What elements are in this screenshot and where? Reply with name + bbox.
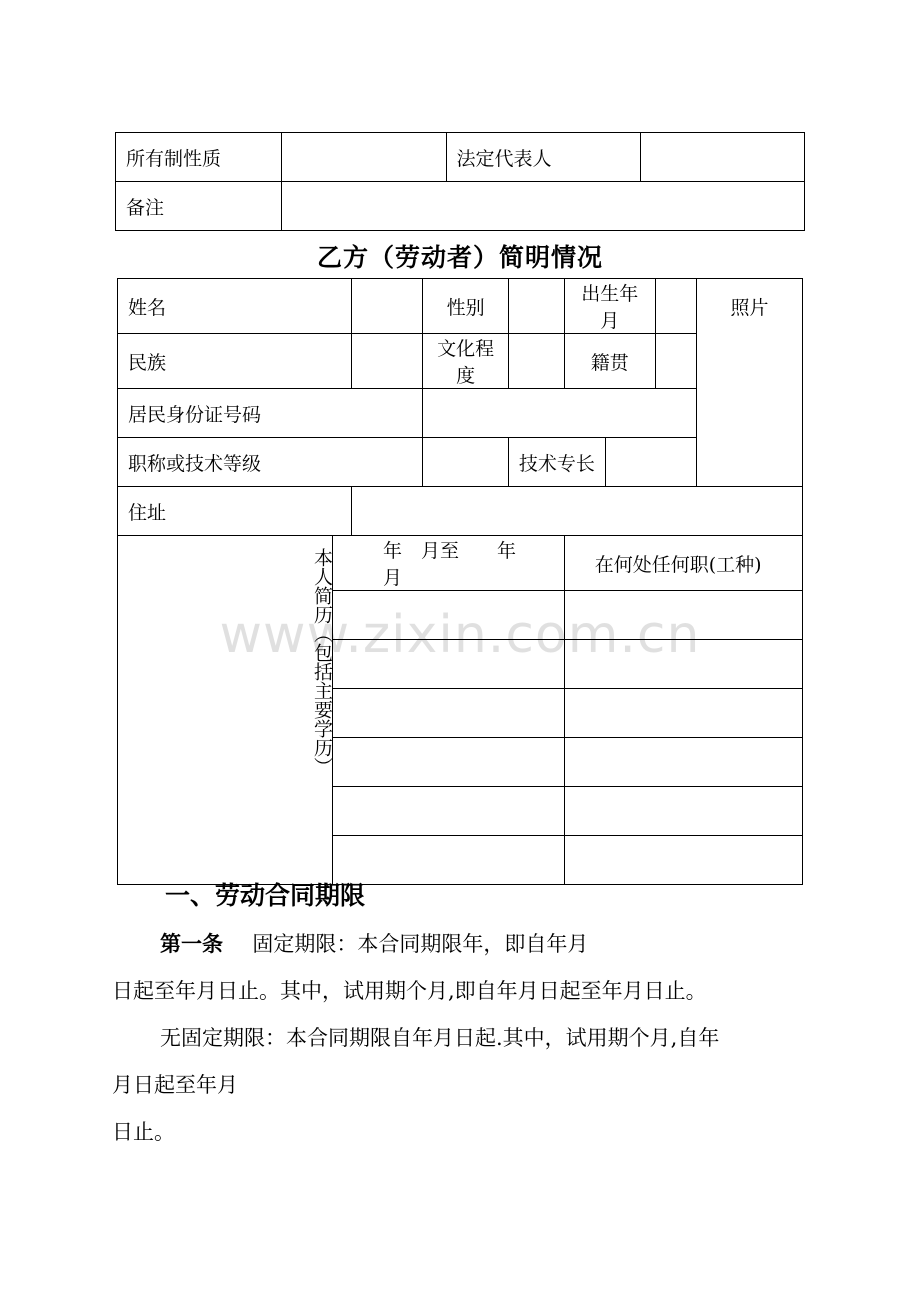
specialty-label: 技术专长 [508,438,606,487]
employer-info-table [115,132,805,231]
address-label: 住址 [118,487,352,536]
clause-line-1 [160,928,588,958]
id-label: 居民身份证号码 [118,389,423,438]
id-value-cell[interactable] [423,389,697,438]
section-heading: 一、劳动合同期限 [165,881,366,910]
birth-value-cell[interactable] [655,279,696,334]
gender-label: 性别 [423,279,508,334]
photo-label: 照片 [730,297,769,319]
education-value-cell[interactable] [508,334,564,389]
table-row [116,182,805,231]
table-row [118,487,803,536]
legal-rep-label: 法定代表人 [446,133,641,182]
title-label: 职称或技术等级 [118,438,423,487]
resume-period-cell[interactable] [333,738,565,787]
resume-position-cell[interactable] [564,689,802,738]
ownership-value-cell[interactable] [281,133,446,182]
native-place-value-cell[interactable] [655,334,696,389]
resume-label: 本人简历（包括主要学历） [118,536,333,885]
table-row [118,279,803,334]
education-label: 文化程度 [423,334,508,389]
ethnicity-value-cell[interactable] [352,334,423,389]
clause-line-5: 日止。 [112,1120,175,1144]
table-row [116,133,805,182]
resume-period-cell[interactable] [333,787,565,836]
name-label: 姓名 [118,279,352,334]
resume-position-cell[interactable] [564,738,802,787]
birth-label: 出生年月 [564,279,655,334]
resume-period-cell[interactable] [333,836,565,885]
title-value-cell[interactable] [423,438,508,487]
photo-box[interactable] [697,279,803,487]
remarks-value-cell[interactable] [281,182,804,231]
clause-line-2: 日起至年月日止。其中，试用期个月,即自年月日起至年月日止。 [112,979,707,1003]
table-row [118,536,803,591]
clause-line-3: 无固定期限：本合同期限自年月日起.其中，试用期个月,自年 [160,1026,720,1050]
ethnicity-label: 民族 [118,334,352,389]
worker-info-table [117,278,803,885]
address-value-cell[interactable] [352,487,803,536]
clause-text-1: 固定期限：本合同期限年，即自年月 [252,932,589,956]
resume-position-cell[interactable] [564,787,802,836]
legal-rep-value-cell[interactable] [641,133,805,182]
position-header: 在何处任何职(工种) [564,536,802,591]
resume-period-cell[interactable] [333,689,565,738]
watermark: www.zixin.com.cn [219,605,701,665]
section-title: 乙方（劳动者）简明情况 [316,243,603,272]
period-header: 年 月至 年 月 [333,536,565,591]
remarks-label: 备注 [116,182,282,231]
clause-line-4: 月日起至年月 [112,1073,238,1097]
gender-value-cell[interactable] [508,279,564,334]
specialty-value-cell[interactable] [606,438,697,487]
resume-position-cell[interactable] [564,836,802,885]
ownership-label: 所有制性质 [116,133,282,182]
native-place-label: 籍贯 [564,334,655,389]
name-value-cell[interactable] [352,279,423,334]
article-label: 第一条 [160,932,223,956]
